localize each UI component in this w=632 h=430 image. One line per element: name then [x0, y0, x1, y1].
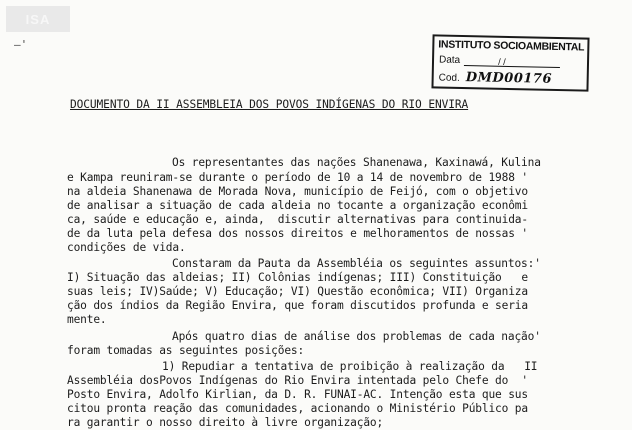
stamp-date-label: Data	[438, 54, 461, 66]
scan-mark: —'	[14, 38, 28, 51]
stamp-date-line	[464, 56, 560, 68]
stamp-code-row	[439, 70, 553, 87]
body-line: condições de vida.	[67, 241, 186, 254]
body-line: Assembléia dosPovos Indígenas do Rio Envira intentada pelo Chefe do '	[67, 374, 528, 387]
body-line: na aldeia Shanenawa de Morada Nova, município de Feijó, com o objetivo	[67, 185, 528, 198]
body-line: foram tomadas as seguintes posições:	[67, 344, 305, 357]
stamp-date-row	[439, 55, 560, 69]
body-line: Após quatro dias de análise dos problemas de cada nação'	[172, 330, 541, 343]
stamp-code-label: Cod.	[438, 72, 460, 84]
body-line: mente.	[67, 313, 107, 326]
body-line: ca, saúde e educação e, ainda, discutir alternativas para continuida-	[67, 213, 528, 226]
body-line: de da luta pela defesa dos nossos direitos e melhoramentos de nossas '	[67, 227, 528, 240]
body-line: 1) Repudiar a tentativa de proibição à realização da II	[162, 360, 538, 373]
body-line: suas leis; IV)Saúde; V) Educação; VI) Questão econômica; VII) Organiza	[67, 285, 528, 298]
body-line: ção dos índios da Região Envira, que foram discutidos profunda e seria	[67, 299, 528, 312]
body-line: de analisar a situação de cada aldeia no tocante a organização econômi	[67, 199, 528, 212]
stamp-organization: INSTITUTO SOCIOAMBIENTAL	[438, 38, 585, 54]
archive-stamp	[431, 34, 589, 91]
body-line: Constaram da Pauta da Assembléia os seguintes assuntos:'	[172, 257, 541, 270]
stamp-code-value: DMD00176	[465, 70, 553, 87]
document-title: DOCUMENTO DA II ASSEMBLEIA DOS POVOS INDÍGENAS DO RIO ENVIRA	[70, 98, 469, 111]
body-line: Os representantes das nações Shanenawa, Kaxinawá, Kulina	[172, 156, 541, 169]
body-line: citou pronta reação das comunidades, acionando o Ministério Público pa	[67, 402, 528, 415]
body-line: I) Situação das aldeias; II) Colônias indígenas; III) Constituição e	[67, 271, 528, 284]
body-line: Posto Envira, Adolfo Kirlian, da D. R. FUNAI-AC. Intenção esta que sus	[67, 388, 528, 401]
watermark-logo	[6, 6, 70, 32]
body-line: e Kampa reuniram-se durante o período de 10 a 14 de novembro de 1988 '	[67, 171, 528, 184]
watermark-text: ISA	[25, 11, 51, 27]
body-line: ra garantir o nosso direito à livre organização;	[67, 416, 384, 429]
stamp-date-value: / /	[498, 56, 506, 67]
